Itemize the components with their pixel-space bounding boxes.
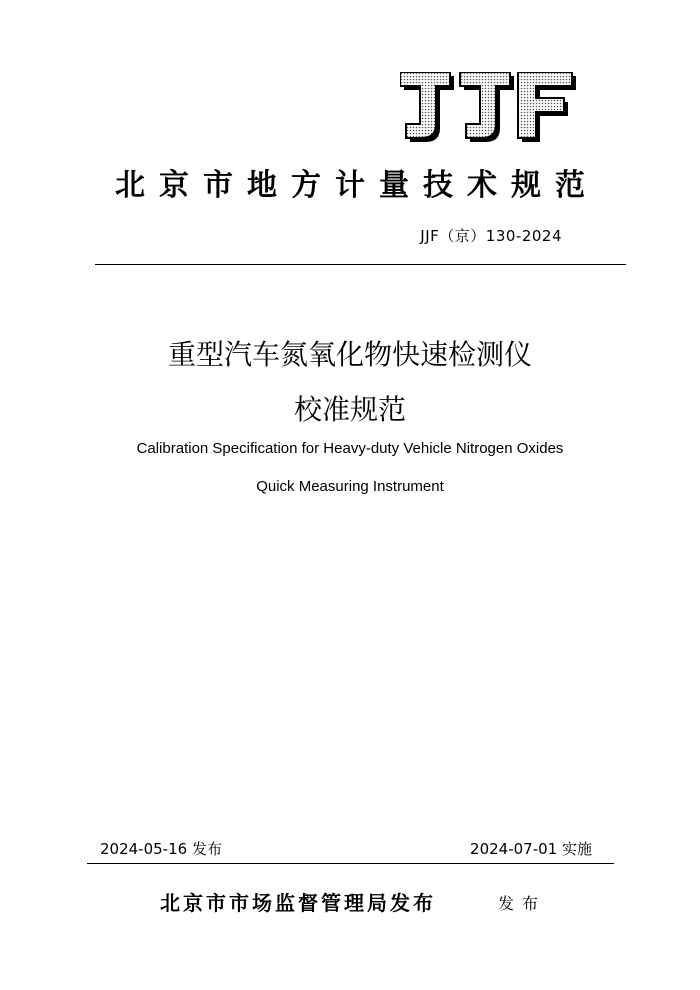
title-english-line1: Calibration Specification for Heavy-duty Vehicle Nitrogen Oxides xyxy=(136,440,564,457)
title-chinese-line1: 重型汽车氮氧化物快速检测仪 xyxy=(167,338,532,371)
footer-divider xyxy=(87,863,614,864)
title-english-line2: Quick Measuring Instrument xyxy=(256,478,444,495)
implementation-date: 2024-07-01 实施 xyxy=(470,840,592,858)
standard-series-title: 北京市地方计量技术规范 xyxy=(115,168,599,203)
title-chinese-line2: 校准规范 xyxy=(293,393,406,426)
publisher-name: 北京市市场监督管理局发布 xyxy=(160,891,436,915)
publisher-action: 发布 xyxy=(498,894,547,913)
jjf-logo xyxy=(400,72,580,144)
standard-number: JJF（京）130-2024 xyxy=(420,227,562,245)
issue-date: 2024-05-16 发布 xyxy=(100,840,222,858)
header-divider xyxy=(95,264,626,265)
